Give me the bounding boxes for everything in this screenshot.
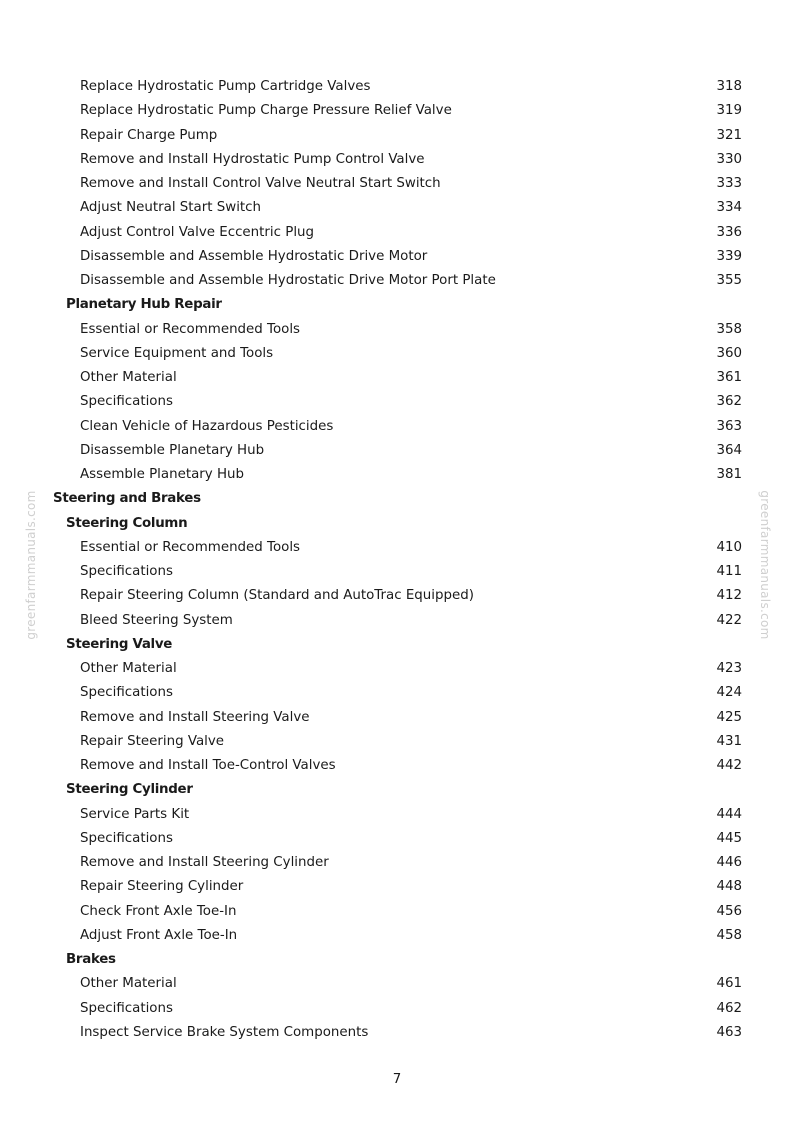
toc-entry-title: Remove and Install Steering Valve bbox=[80, 709, 310, 725]
toc-entry[interactable] bbox=[0, 1021, 794, 1045]
toc-entry-page-number: 444 bbox=[716, 806, 742, 822]
toc-entry-title: Remove and Install Toe-Control Valves bbox=[80, 758, 336, 773]
toc-entry-page-number: 363 bbox=[716, 418, 742, 434]
toc-entry-page-number: 355 bbox=[716, 273, 742, 288]
toc-entry-page-number: 412 bbox=[716, 588, 742, 604]
toc-entry[interactable] bbox=[0, 439, 794, 463]
toc-entry[interactable] bbox=[0, 560, 794, 584]
toc-entry-page-number: 448 bbox=[716, 879, 742, 895]
toc-entry[interactable] bbox=[0, 803, 794, 827]
toc-entry-title: Service Parts Kit bbox=[80, 806, 190, 822]
toc-entry-page-number: 362 bbox=[716, 394, 742, 410]
toc-entry[interactable] bbox=[0, 269, 794, 293]
toc-entry[interactable] bbox=[0, 730, 794, 754]
toc-entry-page-number: 358 bbox=[716, 321, 742, 337]
toc-entry-title: Steering Cylinder bbox=[66, 782, 193, 798]
toc-entry[interactable] bbox=[0, 221, 794, 245]
toc-entry-title: Disassemble and Assemble Hydrostatic Drive Motor Port Plate bbox=[80, 273, 496, 288]
toc-entry[interactable] bbox=[0, 900, 794, 924]
toc-entry-page-number: 339 bbox=[716, 248, 742, 264]
toc-entry[interactable] bbox=[0, 196, 794, 220]
toc-section-heading[interactable] bbox=[0, 487, 794, 511]
toc-section-heading[interactable] bbox=[0, 778, 794, 802]
toc-entry-title: Replace Hydrostatic Pump Cartridge Valves bbox=[80, 79, 371, 94]
toc-entry-title: Disassemble Planetary Hub bbox=[80, 442, 265, 458]
toc-entry-title: Repair Charge Pump bbox=[80, 127, 218, 143]
toc-entry-page-number: 425 bbox=[716, 709, 742, 725]
toc-entry-title: Other Material bbox=[80, 976, 177, 992]
toc-entry-page-number: 321 bbox=[716, 127, 742, 143]
toc-entry-title: Clean Vehicle of Hazardous Pesticides bbox=[80, 418, 334, 434]
toc-entry-title: Replace Hydrostatic Pump Charge Pressure Relief Valve bbox=[80, 103, 452, 119]
toc-entry[interactable] bbox=[0, 706, 794, 730]
toc-entry-title: Adjust Front Axle Toe-In bbox=[80, 927, 238, 943]
toc-entry-page-number: 410 bbox=[716, 539, 742, 555]
toc-section-heading[interactable] bbox=[0, 293, 794, 317]
toc-entry-title: Specifications bbox=[80, 685, 173, 701]
toc-entry[interactable] bbox=[0, 366, 794, 390]
watermark-right: greenfarmmanuals.com bbox=[758, 490, 772, 640]
toc-entry[interactable] bbox=[0, 75, 794, 99]
toc-entry-title: Steering Valve bbox=[66, 636, 173, 652]
toc-entry-page-number: 364 bbox=[716, 442, 742, 458]
toc-entry-title: Essential or Recommended Tools bbox=[80, 321, 301, 337]
toc-entry-page-number: 318 bbox=[716, 79, 742, 94]
toc-entry-page-number: 334 bbox=[716, 200, 742, 216]
toc-section-heading[interactable] bbox=[0, 512, 794, 536]
toc-entry[interactable] bbox=[0, 463, 794, 487]
toc-entry[interactable] bbox=[0, 318, 794, 342]
toc-entry-page-number: 458 bbox=[716, 927, 742, 943]
toc-entry-title: Service Equipment and Tools bbox=[80, 345, 274, 361]
toc-entry[interactable] bbox=[0, 997, 794, 1021]
toc-entry-title: Check Front Axle Toe-In bbox=[80, 903, 237, 919]
toc-entry-title: Planetary Hub Repair bbox=[66, 297, 222, 313]
toc-entry[interactable] bbox=[0, 415, 794, 439]
toc-entry-page-number: 360 bbox=[716, 345, 742, 361]
toc-entry[interactable] bbox=[0, 245, 794, 269]
toc-entry-title: Repair Steering Valve bbox=[80, 733, 225, 749]
toc-entry-page-number: 461 bbox=[716, 976, 742, 992]
toc-entry[interactable] bbox=[0, 827, 794, 851]
toc-entry-title: Specifications bbox=[80, 564, 173, 579]
toc-entry-page-number: 422 bbox=[716, 612, 742, 628]
toc-entry-page-number: 319 bbox=[716, 103, 742, 119]
toc-entry-title: Repair Steering Cylinder bbox=[80, 879, 244, 895]
toc-entry-title: Steering Column bbox=[66, 515, 188, 531]
toc-entry[interactable] bbox=[0, 390, 794, 414]
toc-entry-title: Remove and Install Steering Cylinder bbox=[80, 855, 329, 870]
toc-entry-page-number: 456 bbox=[716, 903, 742, 919]
toc-entry[interactable] bbox=[0, 99, 794, 123]
toc-entry-title: Brakes bbox=[66, 952, 116, 967]
toc-section-heading[interactable] bbox=[0, 633, 794, 657]
toc-entry[interactable] bbox=[0, 172, 794, 196]
toc-entry[interactable] bbox=[0, 124, 794, 148]
toc-entry-page-number: 424 bbox=[716, 685, 742, 701]
watermark-left: greenfarmmanuals.com bbox=[24, 490, 38, 640]
toc-entry[interactable] bbox=[0, 972, 794, 996]
toc-entry[interactable] bbox=[0, 875, 794, 899]
toc-entry-page-number: 330 bbox=[716, 151, 742, 167]
toc-entry[interactable] bbox=[0, 342, 794, 366]
toc-entry-page-number: 446 bbox=[716, 855, 742, 870]
toc-entry-page-number: 333 bbox=[716, 176, 742, 191]
toc-entry-title: Other Material bbox=[80, 661, 177, 676]
toc-entry[interactable] bbox=[0, 148, 794, 172]
toc-entry[interactable] bbox=[0, 609, 794, 633]
toc-entry-title: Bleed Steering System bbox=[80, 612, 233, 628]
toc-entry-title: Specifications bbox=[80, 1000, 173, 1016]
toc-entry-title: Steering and Brakes bbox=[53, 491, 201, 507]
toc-entry-page-number: 463 bbox=[716, 1024, 742, 1040]
toc-entry[interactable] bbox=[0, 657, 794, 681]
toc-entry-title: Essential or Recommended Tools bbox=[80, 539, 301, 555]
toc-entry-title: Repair Steering Column (Standard and AutoTrac Equipped) bbox=[80, 588, 474, 604]
toc-entry-title: Specifications bbox=[80, 394, 173, 410]
toc-entry-page-number: 462 bbox=[716, 1000, 742, 1016]
toc-entry[interactable] bbox=[0, 584, 794, 608]
toc-entry-page-number: 361 bbox=[716, 370, 742, 385]
toc-entry-title: Remove and Install Control Valve Neutral Start Switch bbox=[80, 176, 441, 191]
toc-entry-page-number: 431 bbox=[716, 733, 742, 749]
toc-entry[interactable] bbox=[0, 924, 794, 948]
toc-entry-page-number: 442 bbox=[716, 758, 742, 773]
toc-entry-title: Adjust Control Valve Eccentric Plug bbox=[80, 224, 315, 240]
toc-entry-title: Disassemble and Assemble Hydrostatic Drive Motor bbox=[80, 248, 428, 264]
toc-entry-page-number: 445 bbox=[716, 830, 742, 846]
toc-entry[interactable] bbox=[0, 536, 794, 560]
toc-entry-page-number: 381 bbox=[716, 467, 742, 482]
toc-section-heading[interactable] bbox=[0, 948, 794, 972]
toc-entry-title: Other Material bbox=[80, 370, 177, 385]
toc-entry-page-number: 411 bbox=[716, 564, 742, 579]
toc-entry[interactable] bbox=[0, 754, 794, 778]
toc-entry-title: Inspect Service Brake System Components bbox=[80, 1024, 369, 1040]
toc-entry-title: Adjust Neutral Start Switch bbox=[80, 200, 262, 216]
toc-entry-page-number: 423 bbox=[716, 661, 742, 676]
toc-entry-title: Assemble Planetary Hub bbox=[80, 467, 245, 482]
toc-entry-page-number: 336 bbox=[716, 224, 742, 240]
toc-entry[interactable] bbox=[0, 851, 794, 875]
page-number: 7 bbox=[392, 1072, 402, 1087]
toc-entry-title: Remove and Install Hydrostatic Pump Control Valve bbox=[80, 151, 425, 167]
toc-entry[interactable] bbox=[0, 681, 794, 705]
table-of-contents bbox=[0, 75, 794, 1045]
toc-entry-title: Specifications bbox=[80, 830, 173, 846]
